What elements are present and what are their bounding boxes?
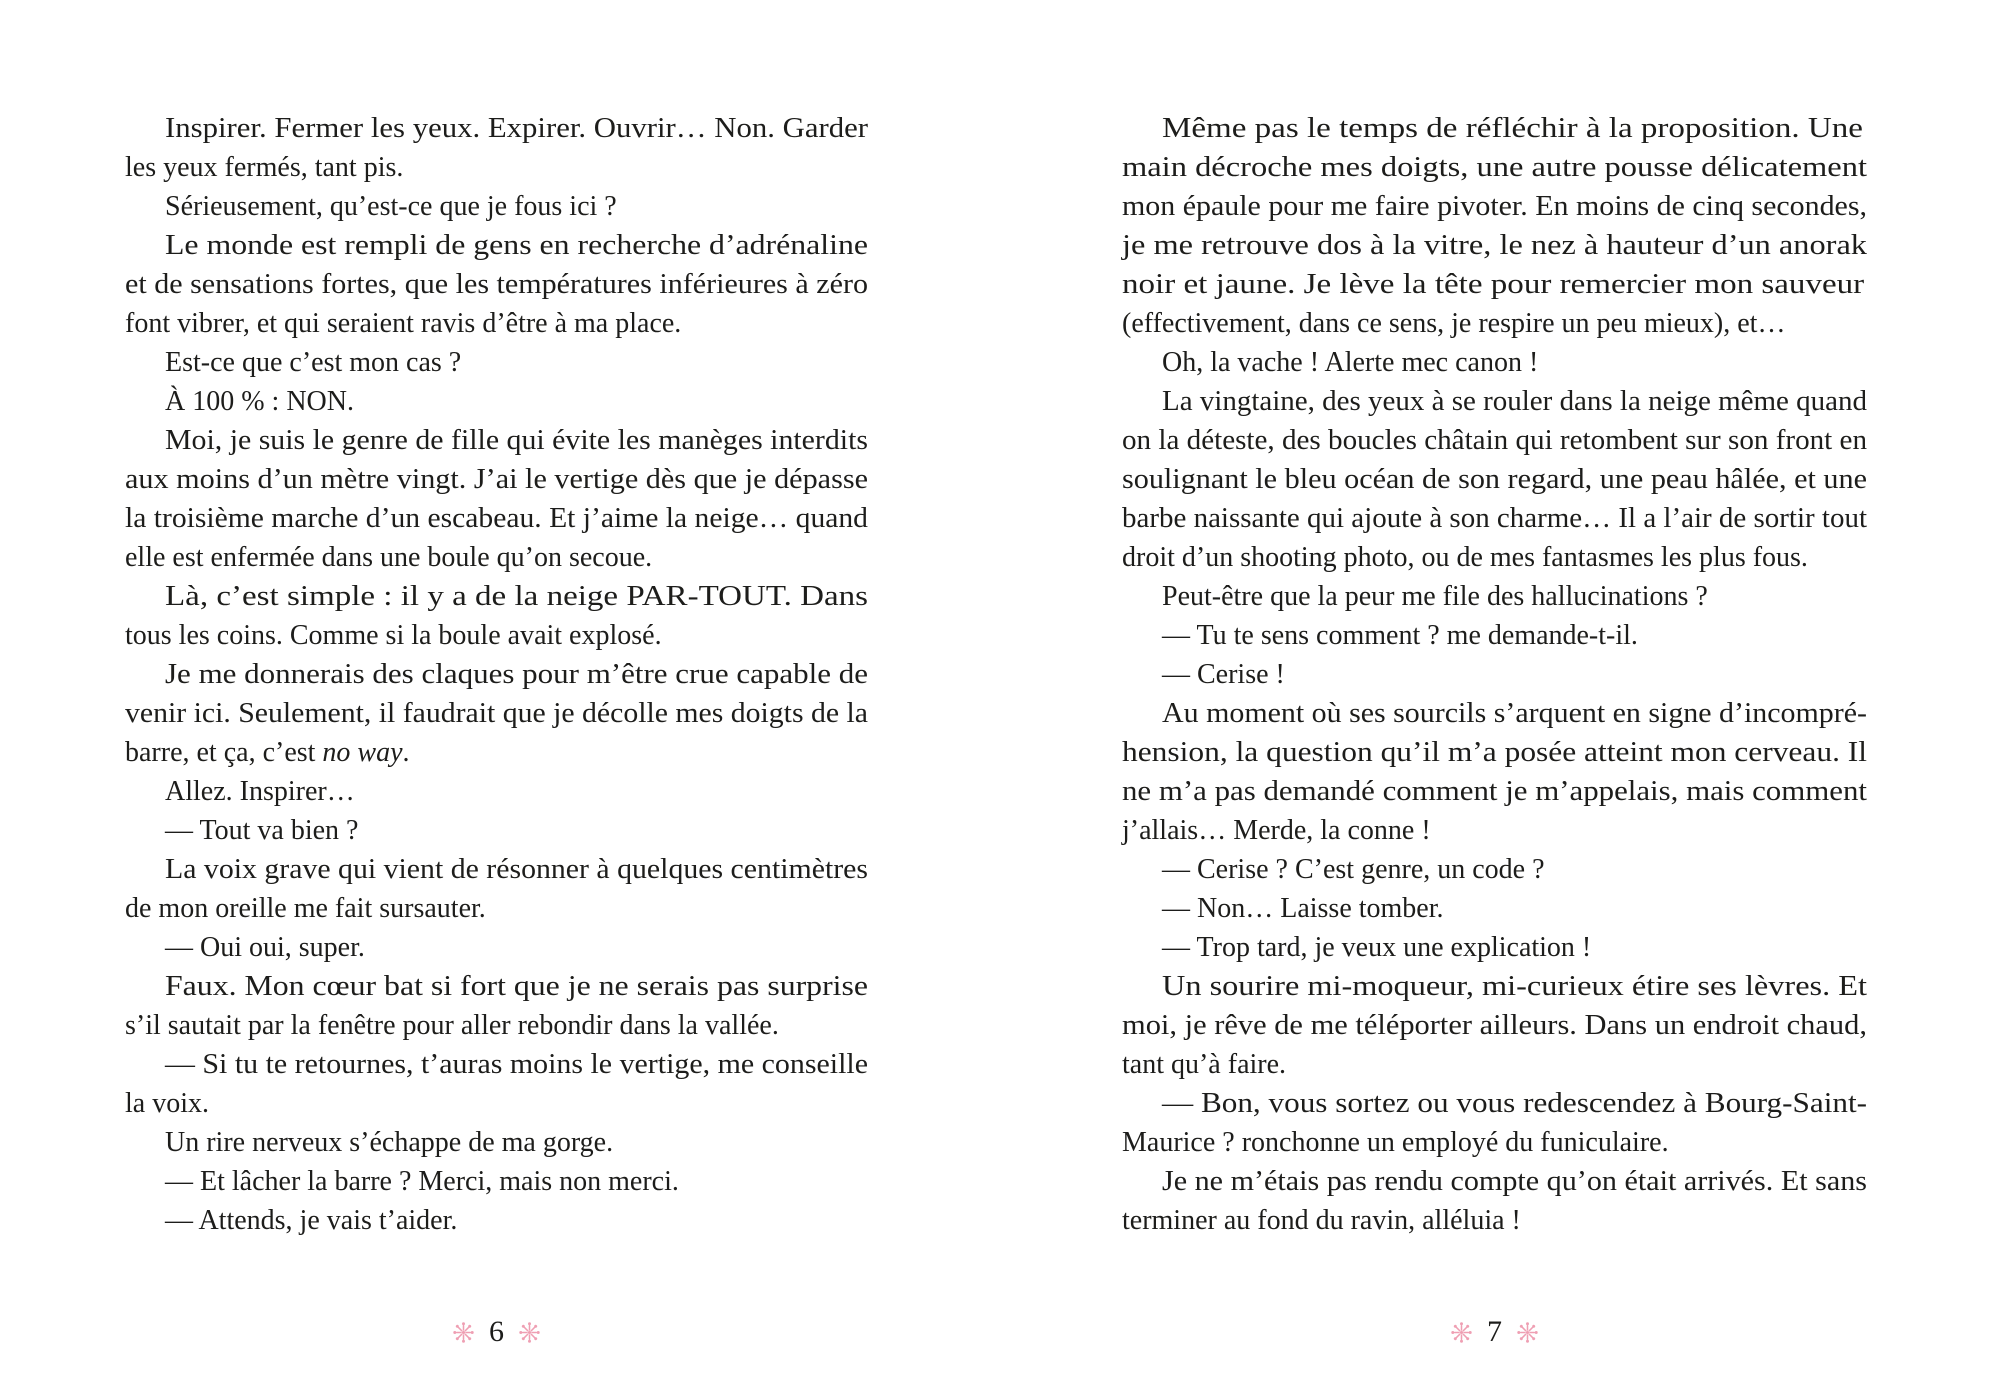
text-line: Moi, je suis le genre de fille qui évite les manèges interdits bbox=[165, 425, 868, 456]
right-page-footer bbox=[1122, 1310, 1867, 1354]
text-line: Même pas le temps de réfléchir à la proposition. Une bbox=[1162, 113, 1863, 144]
text-line: — Oui oui, super. bbox=[165, 932, 365, 963]
text-line: — Bon, vous sortez ou vous redescendez à Bourg-Saint- bbox=[1162, 1088, 1867, 1119]
snowflake-ornament-icon bbox=[1516, 1321, 1539, 1344]
text-line: noir et jaune. Je lève la tête pour remercier mon sauveur bbox=[1122, 269, 1865, 300]
text-line: Peut-être que la peur me file des hallucinations ? bbox=[1162, 581, 1708, 612]
text-line: Inspirer. Fermer les yeux. Expirer. Ouvrir… Non. Garder bbox=[165, 113, 869, 144]
snowflake-ornament-icon bbox=[1450, 1321, 1473, 1344]
page-number: 6 bbox=[489, 1315, 504, 1348]
text-line: terminer au fond du ravin, alléluia ! bbox=[1122, 1205, 1521, 1236]
text-line: Là, c’est simple : il y a de la neige PAR-TOUT. Dans bbox=[165, 581, 868, 612]
text-line: ne m’a pas demandé comment je m’appelais, mais comment bbox=[1122, 776, 1867, 807]
snowflake-ornament-icon bbox=[518, 1321, 541, 1344]
text-line: soulignant le bleu océan de son regard, une peau hâlée, et une bbox=[1122, 464, 1867, 495]
text-line: tous les coins. Comme si la boule avait explosé. bbox=[125, 620, 662, 651]
text-line: — Attends, je vais t’aider. bbox=[165, 1205, 458, 1236]
snowflake-ornament-icon bbox=[452, 1321, 475, 1344]
text-line: — Tout va bien ? bbox=[165, 815, 359, 846]
text-line: la voix. bbox=[125, 1088, 209, 1119]
text-line: Un sourire mi-moqueur, mi-curieux étire ses lèvres. Et bbox=[1162, 971, 1867, 1002]
text-line: je me retrouve dos à la vitre, le nez à hauteur d’un anorak bbox=[1122, 230, 1867, 261]
text-line: venir ici. Seulement, il faudrait que je décolle mes doigts de la bbox=[125, 698, 868, 729]
text-line: aux moins d’un mètre vingt. J’ai le vertige dès que je dépasse bbox=[125, 464, 868, 495]
text-line: hension, la question qu’il m’a posée atteint mon cerveau. Il bbox=[1122, 737, 1867, 768]
text-line: on la déteste, des boucles châtain qui retombent sur son front en bbox=[1122, 425, 1867, 456]
text-line: main décroche mes doigts, une autre pousse délicatement bbox=[1122, 152, 1867, 183]
text-line: — Et lâcher la barre ? Merci, mais non merci. bbox=[165, 1166, 679, 1197]
text-line: la troisième marche d’un escabeau. Et j’aime la neige… quand bbox=[125, 503, 869, 534]
text-line: moi, je rêve de me téléporter ailleurs. Dans un endroit chaud, bbox=[1122, 1010, 1867, 1041]
text-line: elle est enfermée dans une boule qu’on secoue. bbox=[125, 542, 653, 573]
text-line: Je ne m’étais pas rendu compte qu’on était arrivés. Et sans bbox=[1162, 1166, 1867, 1197]
text-line: font vibrer, et qui seraient ravis d’être à ma place. bbox=[125, 308, 682, 339]
text-line: — Tu te sens comment ? me demande-t-il. bbox=[1162, 620, 1638, 651]
text-line: — Cerise ? C’est genre, un code ? bbox=[1162, 854, 1545, 885]
text-line: et de sensations fortes, que les températures inférieures à zéro bbox=[125, 269, 868, 300]
text-line: À 100 % : NON. bbox=[165, 386, 354, 417]
text-line: Le monde est rempli de gens en recherche d’adrénaline bbox=[165, 230, 868, 261]
text-line: Un rire nerveux s’échappe de ma gorge. bbox=[165, 1127, 614, 1158]
text-line: (effectivement, dans ce sens, je respire un peu mieux), et… bbox=[1122, 308, 1786, 339]
left-page-footer bbox=[125, 1310, 868, 1354]
text-line: La vingtaine, des yeux à se rouler dans la neige même quand bbox=[1162, 386, 1867, 417]
text-line: droit d’un shooting photo, ou de mes fantasmes les plus fous. bbox=[1122, 542, 1808, 573]
page-number: 7 bbox=[1487, 1315, 1502, 1348]
text-line: mon épaule pour me faire pivoter. En moins de cinq secondes, bbox=[1122, 191, 1867, 222]
text-line: Oh, la vache ! Alerte mec canon ! bbox=[1162, 347, 1539, 378]
text-line: barbe naissante qui ajoute à son charme… Il a l’air de sortir tout bbox=[1122, 503, 1867, 534]
text-line: j’allais… Merde, la conne ! bbox=[1122, 815, 1431, 846]
text-line: — Cerise ! bbox=[1162, 659, 1285, 690]
text-line: Faux. Mon cœur bat si fort que je ne serais pas surprise bbox=[165, 971, 868, 1002]
text-line: Je me donnerais des claques pour m’être crue capable de bbox=[165, 659, 868, 690]
text-line: tant qu’à faire. bbox=[1122, 1049, 1287, 1080]
text-line: Sérieusement, qu’est-ce que je fous ici ? bbox=[165, 191, 617, 222]
text-line: — Non… Laisse tomber. bbox=[1162, 893, 1444, 924]
right-page-text-column bbox=[1122, 109, 1867, 1240]
text-line: Est-ce que c’est mon cas ? bbox=[165, 347, 462, 378]
text-line: les yeux fermés, tant pis. bbox=[125, 152, 404, 183]
text-line: de mon oreille me fait sursauter. bbox=[125, 893, 486, 924]
left-page-text-column bbox=[125, 109, 868, 1240]
text-line: s’il sautait par la fenêtre pour aller rebondir dans la vallée. bbox=[125, 1010, 779, 1041]
text-line: La voix grave qui vient de résonner à quelques centimètres bbox=[165, 854, 869, 885]
text-line: barre, et ça, c’est no way. bbox=[125, 737, 410, 768]
text-line: Allez. Inspirer… bbox=[165, 776, 355, 807]
text-line: Au moment où ses sourcils s’arquent en signe d’incompré- bbox=[1162, 698, 1867, 729]
text-line: — Si tu te retournes, t’auras moins le vertige, me conseille bbox=[165, 1049, 868, 1080]
text-line: Maurice ? ronchonne un employé du funiculaire. bbox=[1122, 1127, 1669, 1158]
text-line: — Trop tard, je veux une explication ! bbox=[1162, 932, 1592, 963]
